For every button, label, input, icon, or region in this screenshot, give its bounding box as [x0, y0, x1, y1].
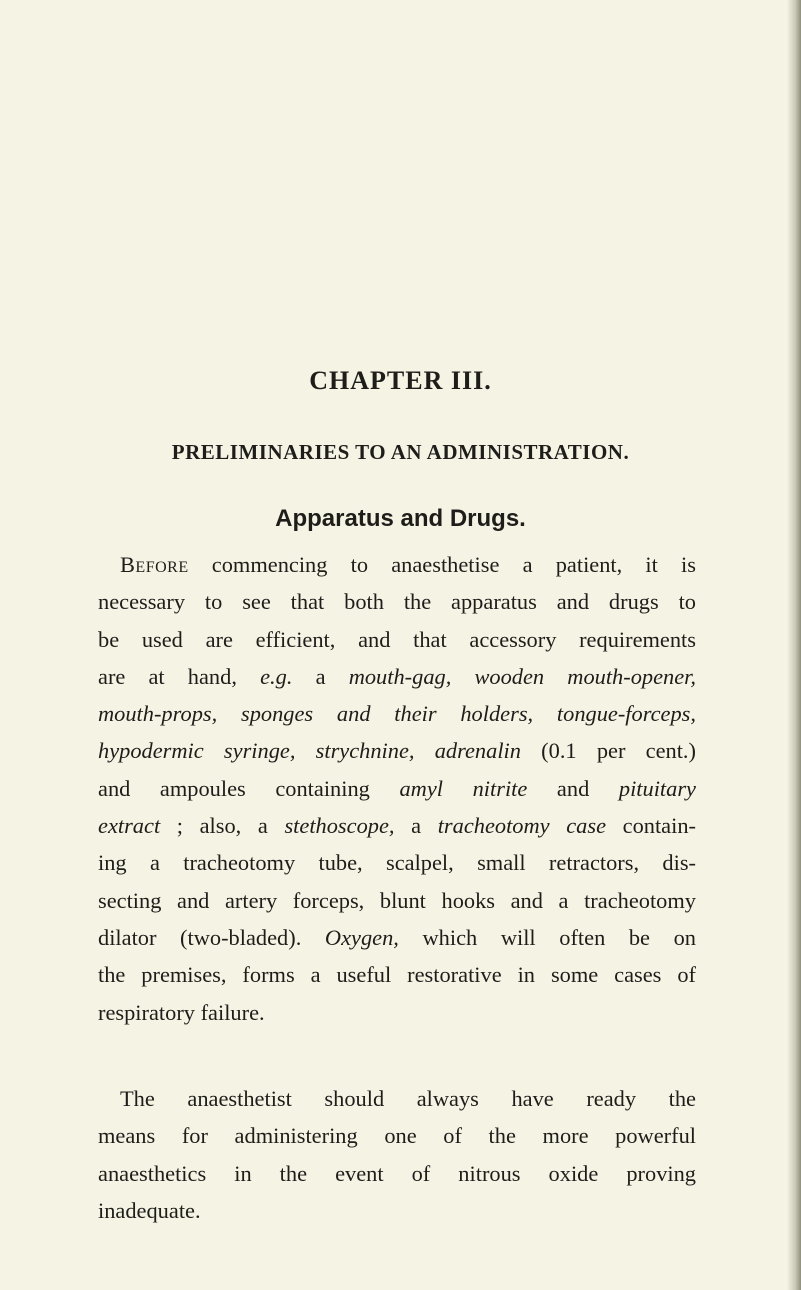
text-line: the premises, forms a useful restorative in some cases of: [98, 962, 696, 988]
text-span: dilator (two-bladed).: [98, 924, 325, 950]
text-span: ; also, a: [160, 813, 285, 839]
text-line: respiratory failure.: [98, 999, 265, 1025]
text-span: contain-: [606, 813, 696, 839]
lead-word: Before: [120, 552, 189, 577]
text-span: and: [527, 775, 619, 801]
text-line: [98, 546, 696, 583]
text-line: ing a tracheotomy tube, scalpel, small retractors, dis-: [98, 850, 696, 876]
italic-span: mouth-props, sponges and their holders, tongue-forceps,: [98, 701, 696, 727]
text-line: anaesthetics in the event of nitrous oxide proving: [98, 1160, 696, 1186]
subsection-title: Apparatus and Drugs.: [275, 505, 526, 532]
text-span: and ampoules containing: [98, 775, 400, 801]
text-line: The anaesthetist should always have ready the: [120, 1086, 696, 1111]
text-line: inadequate.: [98, 1197, 201, 1223]
paragraph-anaesthetist: [98, 1080, 696, 1229]
section-title: PRELIMINARIES TO AN ADMINISTRATION.: [171, 440, 630, 464]
text-line: [98, 732, 696, 769]
text-span: (0.1 per cent.): [520, 738, 696, 764]
italic-span: mouth-gag,: [348, 663, 452, 689]
text-line: [98, 919, 696, 956]
italic-span: e.g.: [260, 663, 293, 689]
text-span: a: [292, 663, 349, 689]
italic-span: extract: [98, 813, 161, 839]
text-span: are at hand,: [98, 663, 261, 689]
italic-span: Oxygen,: [324, 924, 399, 950]
text-line: [98, 695, 696, 732]
italic-span: tracheotomy case: [437, 813, 607, 839]
italic-span: amyl nitrite: [399, 775, 528, 801]
italic-span: wooden mouth-opener,: [451, 663, 697, 689]
text-line: secting and artery forceps, blunt hooks and a tracheotomy: [98, 887, 696, 913]
chapter-heading: CHAPTER III.: [309, 366, 492, 395]
text-line: [98, 770, 696, 807]
text-line: necessary to see that both the apparatus and drugs to: [98, 589, 696, 615]
page-edge-shadow: [787, 0, 801, 1290]
text-line: means for administering one of the more powerful: [98, 1123, 696, 1149]
italic-span: hypodermic syringe, strychnine, adrenalin: [98, 738, 521, 764]
paragraph-apparatus: [98, 546, 696, 1031]
text-span: a: [394, 813, 438, 839]
italic-span: stethoscope,: [284, 813, 395, 839]
italic-span: pituitary: [618, 775, 696, 801]
text-line: [98, 658, 696, 695]
text-line: [98, 807, 696, 844]
text-line: be used are efficient, and that accessory requirements: [98, 626, 696, 652]
text-span: commencing to anaesthetise a patient, it is: [188, 552, 696, 577]
text-span: which will often be on: [398, 924, 696, 950]
